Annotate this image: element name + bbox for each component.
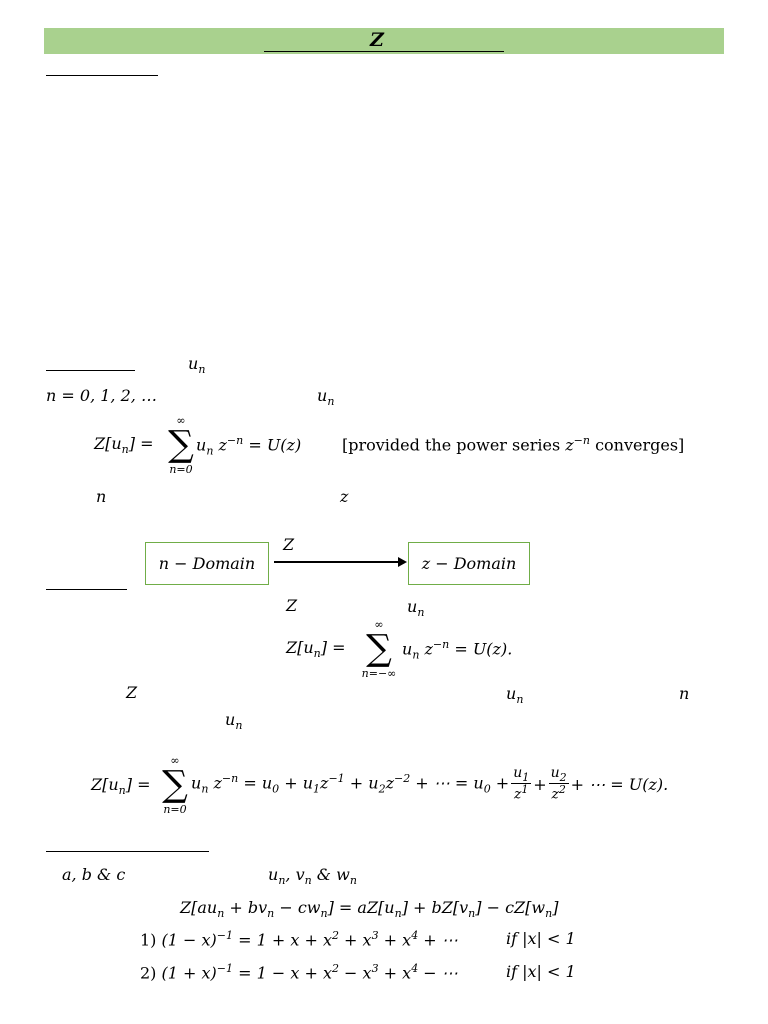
z-label: z <box>340 487 349 506</box>
section-rule <box>46 370 135 371</box>
n-domain-box: n − Domain <box>145 542 269 585</box>
condition-one: if |x| < 1 <box>506 929 576 948</box>
section-rule <box>46 589 127 590</box>
fraction: $\frac{u_1}{z^1}$ <box>513 764 530 803</box>
section-rule <box>46 75 158 76</box>
series-one: 1) $(1 - x)^{-1} = 1 + x + x^2 + x^3 + x^4$ + ⋯ <box>140 929 458 950</box>
constants-label: a, b & c <box>62 865 126 884</box>
n-label: n <box>96 487 107 506</box>
z-label: Z <box>286 596 298 615</box>
equation-lhs: $Z[u_n]$ = <box>91 775 151 798</box>
z-label: Z <box>126 683 138 702</box>
n-label: n <box>679 684 690 703</box>
sequence-label: $u_n$ <box>188 354 206 377</box>
index-range: n = 0, 1, 2, … <box>46 386 157 405</box>
arrow-head-icon <box>398 557 407 567</box>
section-rule <box>46 851 209 852</box>
summation-symbol: ∞ ∑ n=0 <box>162 754 188 816</box>
title-underline <box>264 51 504 52</box>
summation-symbol: ∞ ∑ n=0 <box>168 414 194 476</box>
expansion-equation: $u_n$ $z^{-n} = u_0 + u_1z^{-1} + u_2z^{-2}$ + ⋯ = $u_0$ + $\frac{u_1}{z^1}$ + $\frac{u_2}{z^2}$ + ⋯ = U(z). <box>191 764 669 803</box>
fraction: $\frac{u_2}{z^2}$ <box>550 764 567 803</box>
equation-rhs: $u_n$ $z^{-n} = U(z)$. <box>402 638 513 662</box>
z-domain-box: z − Domain <box>408 542 530 585</box>
equation-lhs: $Z[u_n]$ = <box>94 434 154 457</box>
arrow-shaft <box>274 561 400 563</box>
sequence-label: $u_n$ <box>506 684 524 707</box>
convergence-note: [provided the power series $z^{-n}$ converges] <box>342 434 685 455</box>
sequence-label: $u_n$ <box>407 597 425 620</box>
equation-rhs: $u_n$ $z^{-n} = U(z)$ <box>196 434 302 458</box>
transform-label: Z <box>283 535 295 554</box>
sequences-label: $u_n$, $v_n$ & $w_n$ <box>268 865 357 888</box>
sequence-label: $u_n$ <box>317 386 335 409</box>
sequence-label: $u_n$ <box>225 710 243 733</box>
equation-lhs: $Z[u_n]$ = <box>286 638 346 661</box>
condition-two: if |x| < 1 <box>506 962 576 981</box>
series-two: 2) $(1 + x)^{-1} = 1 - x + x^2 - x^3 + x^4$ − ⋯ <box>140 962 458 983</box>
page-title: Z <box>370 29 384 51</box>
linearity-formula: $Z[au_n + bv_n - cw_n] = aZ[u_n] + bZ[v_n] - cZ[w_n]$ <box>180 898 559 921</box>
summation-symbol: ∞ ∑ n=−∞ <box>361 618 397 680</box>
